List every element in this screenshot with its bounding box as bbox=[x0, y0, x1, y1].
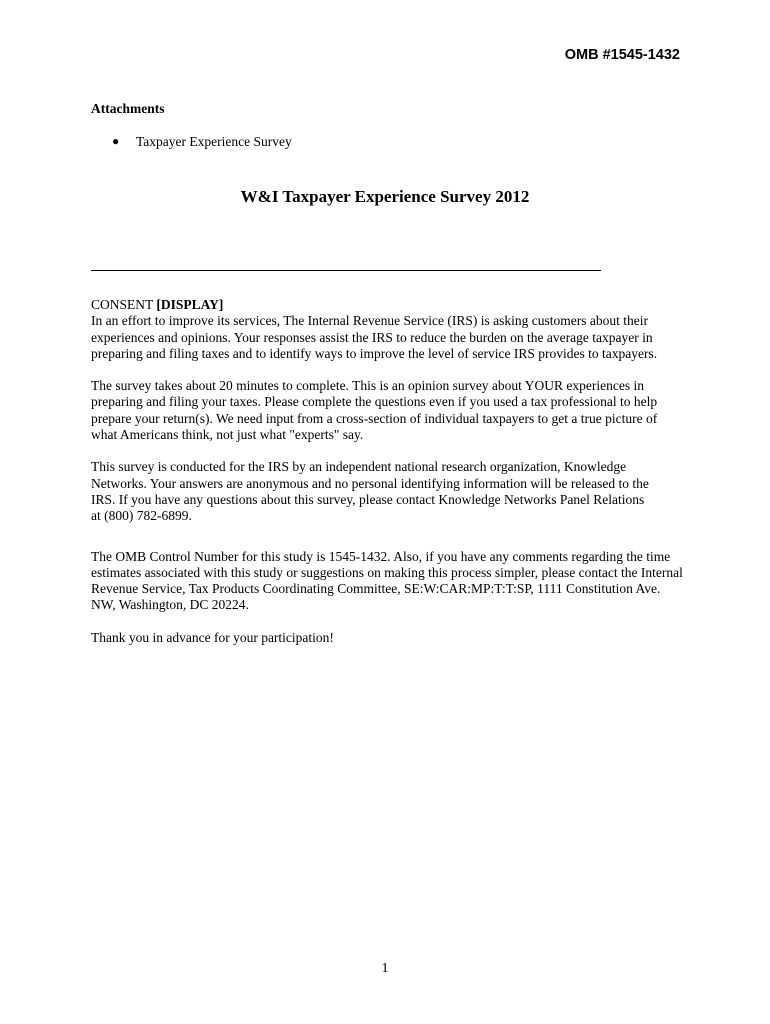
document-title: W&I Taxpayer Experience Survey 2012 bbox=[240, 187, 530, 206]
consent-paragraph-3: This survey is conducted for the IRS by an independent national research organization, Knowledge Networks. Your answers are anonymous and no personal identifying information will be released to the IRS. If you have any questions about this survey, please contact Knowledge Networks Panel Relations at (800) 782-6899. bbox=[91, 459, 649, 524]
consent-paragraph-4: The OMB Control Number for this study is 1545-1432. Also, if you have any comments regarding the time estimates associated with this study or suggestions on making this process simpler, please contact the Internal Revenue Service, Tax Products Coordinating Committee, SE:W:CAR:MP:T:T:SP, 1111 Constitution Ave. NW, Washington, DC 20224. bbox=[91, 548, 683, 613]
consent-label: CONSENT bbox=[91, 297, 154, 312]
page-number: 1 bbox=[381, 961, 389, 976]
horizontal-divider bbox=[91, 270, 601, 271]
bullet-icon: ● bbox=[112, 134, 120, 148]
consent-paragraph-2: The survey takes about 20 minutes to complete. This is an opinion survey about YOUR experiences in preparing and filing your taxes. Please complete the questions even if you used a tax professional to help prepare your return(s). We need input from a cross-section of individual taxpayers to get a true picture of what Americans think, not just what "experts" say. bbox=[91, 378, 658, 443]
consent-display-tag: [DISPLAY] bbox=[156, 297, 224, 312]
consent-paragraph-5: Thank you in advance for your participation! bbox=[91, 629, 334, 645]
consent-section bbox=[91, 297, 691, 662]
consent-heading bbox=[91, 297, 691, 313]
attachments-heading: Attachments bbox=[91, 101, 165, 116]
attachment-item-label: Taxpayer Experience Survey bbox=[136, 134, 292, 149]
omb-number: OMB #1545-1432 bbox=[564, 47, 680, 63]
consent-paragraph-1: In an effort to improve its services, The Internal Revenue Service (IRS) is asking customers about their experiences and opinions. Your responses assist the IRS to reduce the burden on the average taxpayer in preparing and filing taxes and to identify ways to improve the level of service IRS provides to taxpayers. bbox=[91, 313, 658, 361]
attachment-list-item bbox=[112, 134, 292, 150]
